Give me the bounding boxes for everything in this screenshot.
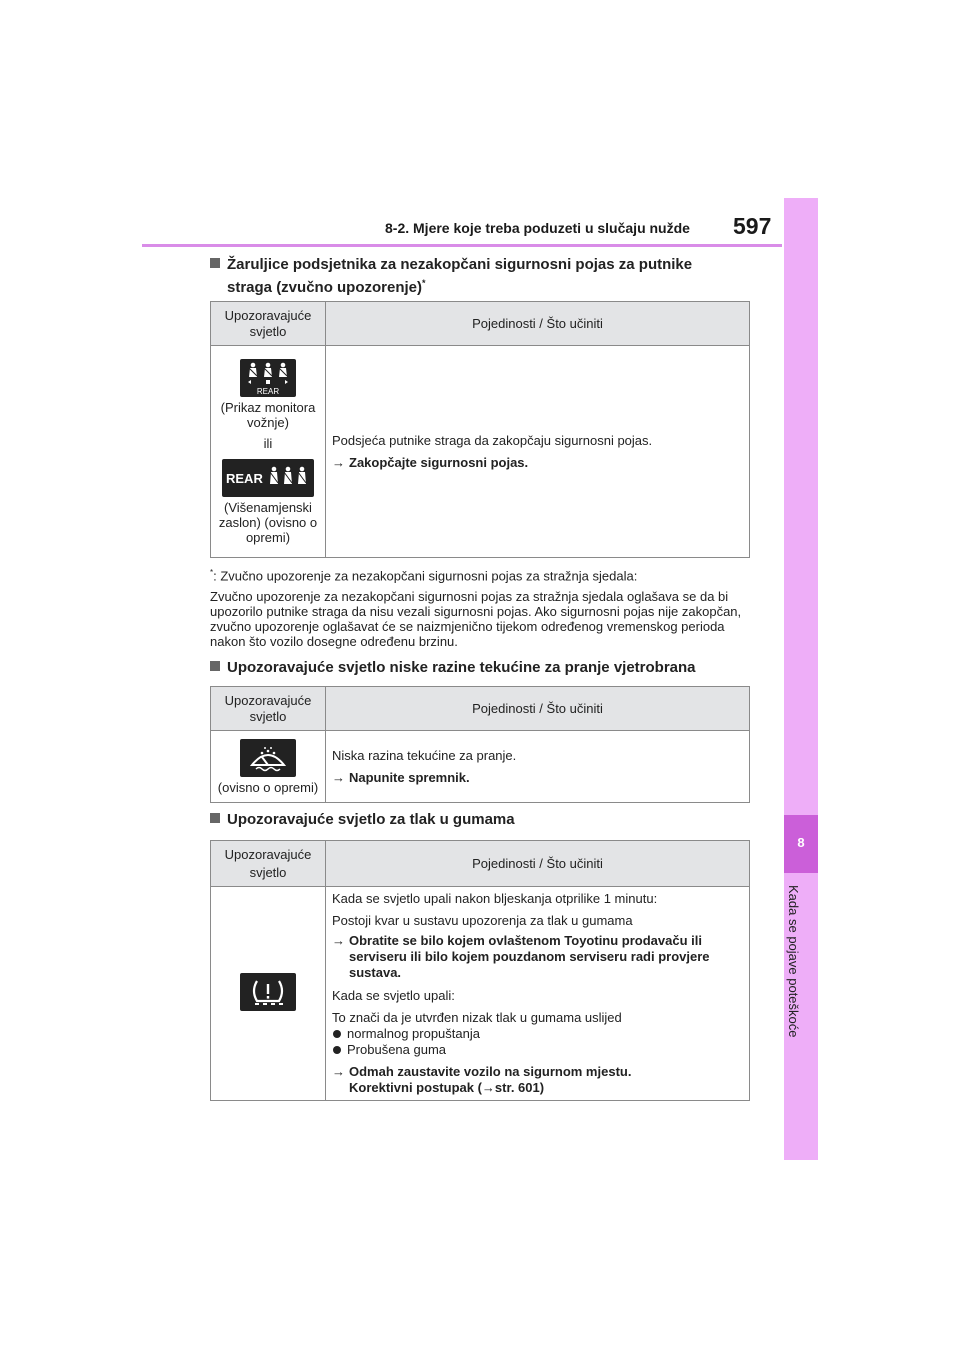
header-rule: [142, 244, 782, 247]
side-chapter-label: Kada se pojave poteškoće: [786, 885, 801, 1038]
seatbelt-action: → Zakopčajte sigurnosni pojas.: [332, 454, 529, 470]
tire-icon-cell: [211, 887, 326, 1101]
icon1-caption: (Prikaz monitora vožnje): [220, 399, 316, 430]
tire-pressure-warning-icon: [240, 973, 296, 1011]
washer-icon-cell: [211, 731, 326, 803]
footnote: *: Zvučno upozorenje za nezakopčani sigurnosni pojas za stražnja sjedala:: [210, 568, 638, 584]
rear-seatbelt-row-icon: [222, 459, 314, 497]
section2-heading: Upozoravajuće svjetlo niske razine tekućine za pranje vjetrobrana: [210, 658, 696, 677]
tire-detail-p3: Kada se svjetlo upali:: [332, 988, 455, 1003]
table-header-details: Pojedinosti / Što učiniti: [326, 687, 750, 731]
list-item: Probušena guma: [332, 1042, 743, 1058]
table-header-light: Upozoravajuće svjetlo: [211, 302, 326, 346]
tire-details-cell: [326, 887, 750, 1101]
tire-detail-p1: Kada se svjetlo upali nakon bljeskanja otprilike 1 minutu:: [332, 891, 658, 906]
list-item: normalnog propuštanja: [332, 1026, 743, 1042]
table-header-light: Upozoravajuće svjetlo: [211, 841, 326, 887]
page-reference-link[interactable]: str. 601: [494, 1080, 540, 1095]
washer-details-cell: [326, 731, 750, 803]
heading-square-icon: [210, 813, 220, 823]
section3-heading: Upozoravajuće svjetlo za tlak u gumama: [210, 810, 515, 829]
heading-square-icon: [210, 661, 220, 671]
tire-detail-p4: To znači da je utvrđen nizak tlak u gumama uslijed: [332, 1010, 622, 1025]
table-header-light: Upozoravajuće svjetlo: [211, 687, 326, 731]
rear-seatbelt-person-icon: [240, 359, 296, 397]
tire-detail-p2: Postoji kvar u sustavu upozorenja za tlak u gumama: [332, 913, 633, 928]
or-label: ili: [263, 435, 273, 451]
washer-detail-text: Niska razina tekućine za pranje.: [332, 747, 517, 763]
table-header-details: Pojedinosti / Što učiniti: [326, 302, 750, 346]
table-header-details: Pojedinosti / Što učiniti: [326, 841, 750, 887]
svg-text:REAR: REAR: [256, 386, 280, 396]
washer-caption: (ovisno o opremi): [217, 779, 319, 795]
tire-action2: → Odmah zaustavite vozilo na sigurnom mjestu. Korektivni postupak (→str. 601): [332, 1064, 632, 1095]
washer-action: → Napunite spremnik.: [332, 769, 470, 785]
side-chapter-number: 8: [797, 835, 805, 850]
section1-heading: Žaruljice podsjetnika za nezakopčani sigurnosni pojas za putnike straga (zvučno upozorenje)*: [210, 255, 692, 297]
washer-fluid-icon: [240, 739, 296, 777]
seatbelt-paragraph: Zvučno upozorenje za nezakopčani sigurnosni pojas za stražnja sjedala oglašava se da bi upozorilo putnike straga da nisu vezali sigurnosni pojas. Ako sigurnosni pojas nije zakopčan, zvučno upozorenje oglašavat će se naizmjenično tijekom određenog vremenskog perioda nakon što vozilo dosegne određenu brzinu.: [210, 589, 742, 649]
seatbelt-detail-text: Podsjeća putnike straga da zakopčaju sigurnosni pojas.: [332, 432, 653, 448]
svg-text:REAR: REAR: [226, 470, 263, 486]
tire-action1: → Obratite se bilo kojem ovlaštenom Toyotinu prodavaču ili serviseru ili bilo kojem pouzdanom serviseru radi provjere sustava.: [332, 933, 710, 980]
rear-seatbelt-reminder-icon: [240, 359, 296, 397]
section-title: 8-2. Mjere koje treba poduzeti u slučaju nužde: [385, 220, 690, 236]
seatbelt-icon-cell: [211, 346, 326, 558]
multi-display-seatbelt-icon: [222, 459, 314, 497]
icon2-caption: (Višenamjenski zaslon) (ovisno o opremi): [218, 499, 318, 545]
washer-fluid-table: [210, 686, 750, 803]
seatbelt-details-cell: [326, 346, 750, 558]
page-number: 597: [733, 213, 772, 239]
tire-pressure-table: [210, 840, 750, 1101]
seatbelt-warning-table: [210, 301, 750, 558]
heading-square-icon: [210, 258, 220, 268]
